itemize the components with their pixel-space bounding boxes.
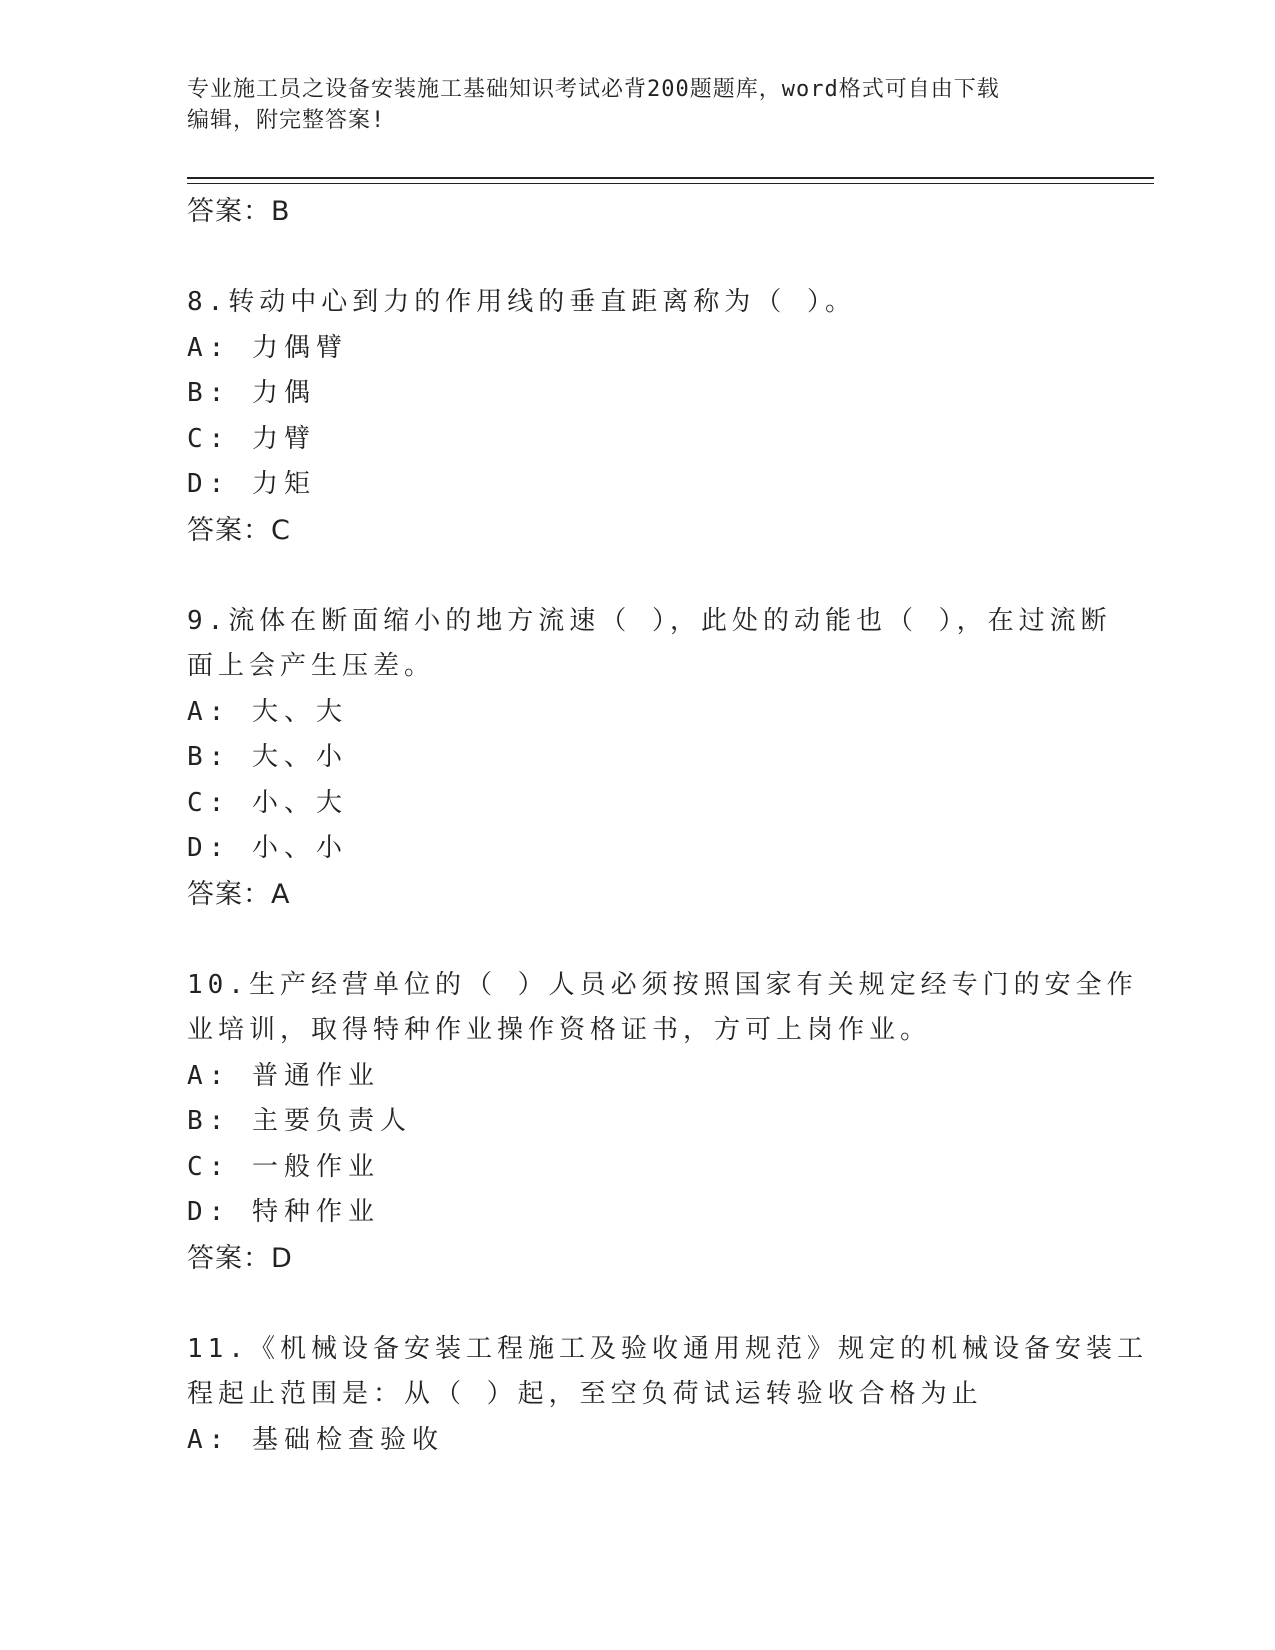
option-a: A: 力偶臂 bbox=[187, 332, 348, 363]
question-list bbox=[187, 189, 1148, 1463]
option-b: B: 大、小 bbox=[187, 742, 348, 772]
question-text: 10.生产经营单位的（ ）人员必须按照国家有关规定经专门的安全作 bbox=[187, 969, 1138, 1000]
answer-line: 答案：B bbox=[187, 196, 291, 227]
spacer bbox=[187, 553, 1087, 599]
answer-line: 答案：D bbox=[187, 1242, 293, 1274]
answer-line: 答案：C bbox=[187, 514, 291, 546]
option-c: C: 力臂 bbox=[187, 423, 316, 454]
option-a: A: 基础检查验收 bbox=[187, 1424, 444, 1455]
question-text: 8.转动中心到力的作用线的垂直距离称为（ ）。 bbox=[187, 287, 856, 317]
option-a: A: 普通作业 bbox=[187, 1060, 380, 1091]
spacer bbox=[187, 235, 1087, 281]
header-line-2: 编辑，附完整答案! bbox=[187, 108, 386, 133]
spacer bbox=[187, 917, 1087, 963]
option-a: A: 大、大 bbox=[187, 696, 348, 727]
question-text-continued: 面上会产生压差。 bbox=[187, 651, 436, 681]
question-text-continued: 程起止范围是：从（ ）起，至空负荷试运转验收合格为止 bbox=[187, 1379, 983, 1409]
option-d: D: 特种作业 bbox=[187, 1197, 380, 1227]
option-c: C: 一般作业 bbox=[187, 1151, 380, 1182]
option-d: D: 力矩 bbox=[187, 469, 316, 499]
spacer bbox=[187, 1281, 1087, 1327]
header-rule-thick bbox=[187, 177, 1154, 179]
option-c: C: 小、大 bbox=[187, 787, 348, 818]
option-d: D: 小、小 bbox=[187, 833, 348, 863]
document-header bbox=[187, 74, 1067, 136]
question-text-continued: 业培训，取得特种作业操作资格证书，方可上岗作业。 bbox=[187, 1015, 932, 1045]
answer-line: 答案：A bbox=[187, 878, 291, 910]
option-b: B: 力偶 bbox=[187, 378, 316, 408]
question-text: 11.《机械设备安装工程施工及验收通用规范》规定的机械设备安装工 bbox=[187, 1333, 1148, 1364]
header-line-1: 专业施工员之设备安装施工基础知识考试必背200题题库，word格式可自由下载 bbox=[187, 77, 1000, 102]
option-b: B: 主要负责人 bbox=[187, 1106, 412, 1136]
question-text: 9.流体在断面缩小的地方流速（ ），此处的动能也（ ），在过流断 bbox=[187, 605, 1112, 636]
header-rule-thin bbox=[187, 183, 1154, 184]
